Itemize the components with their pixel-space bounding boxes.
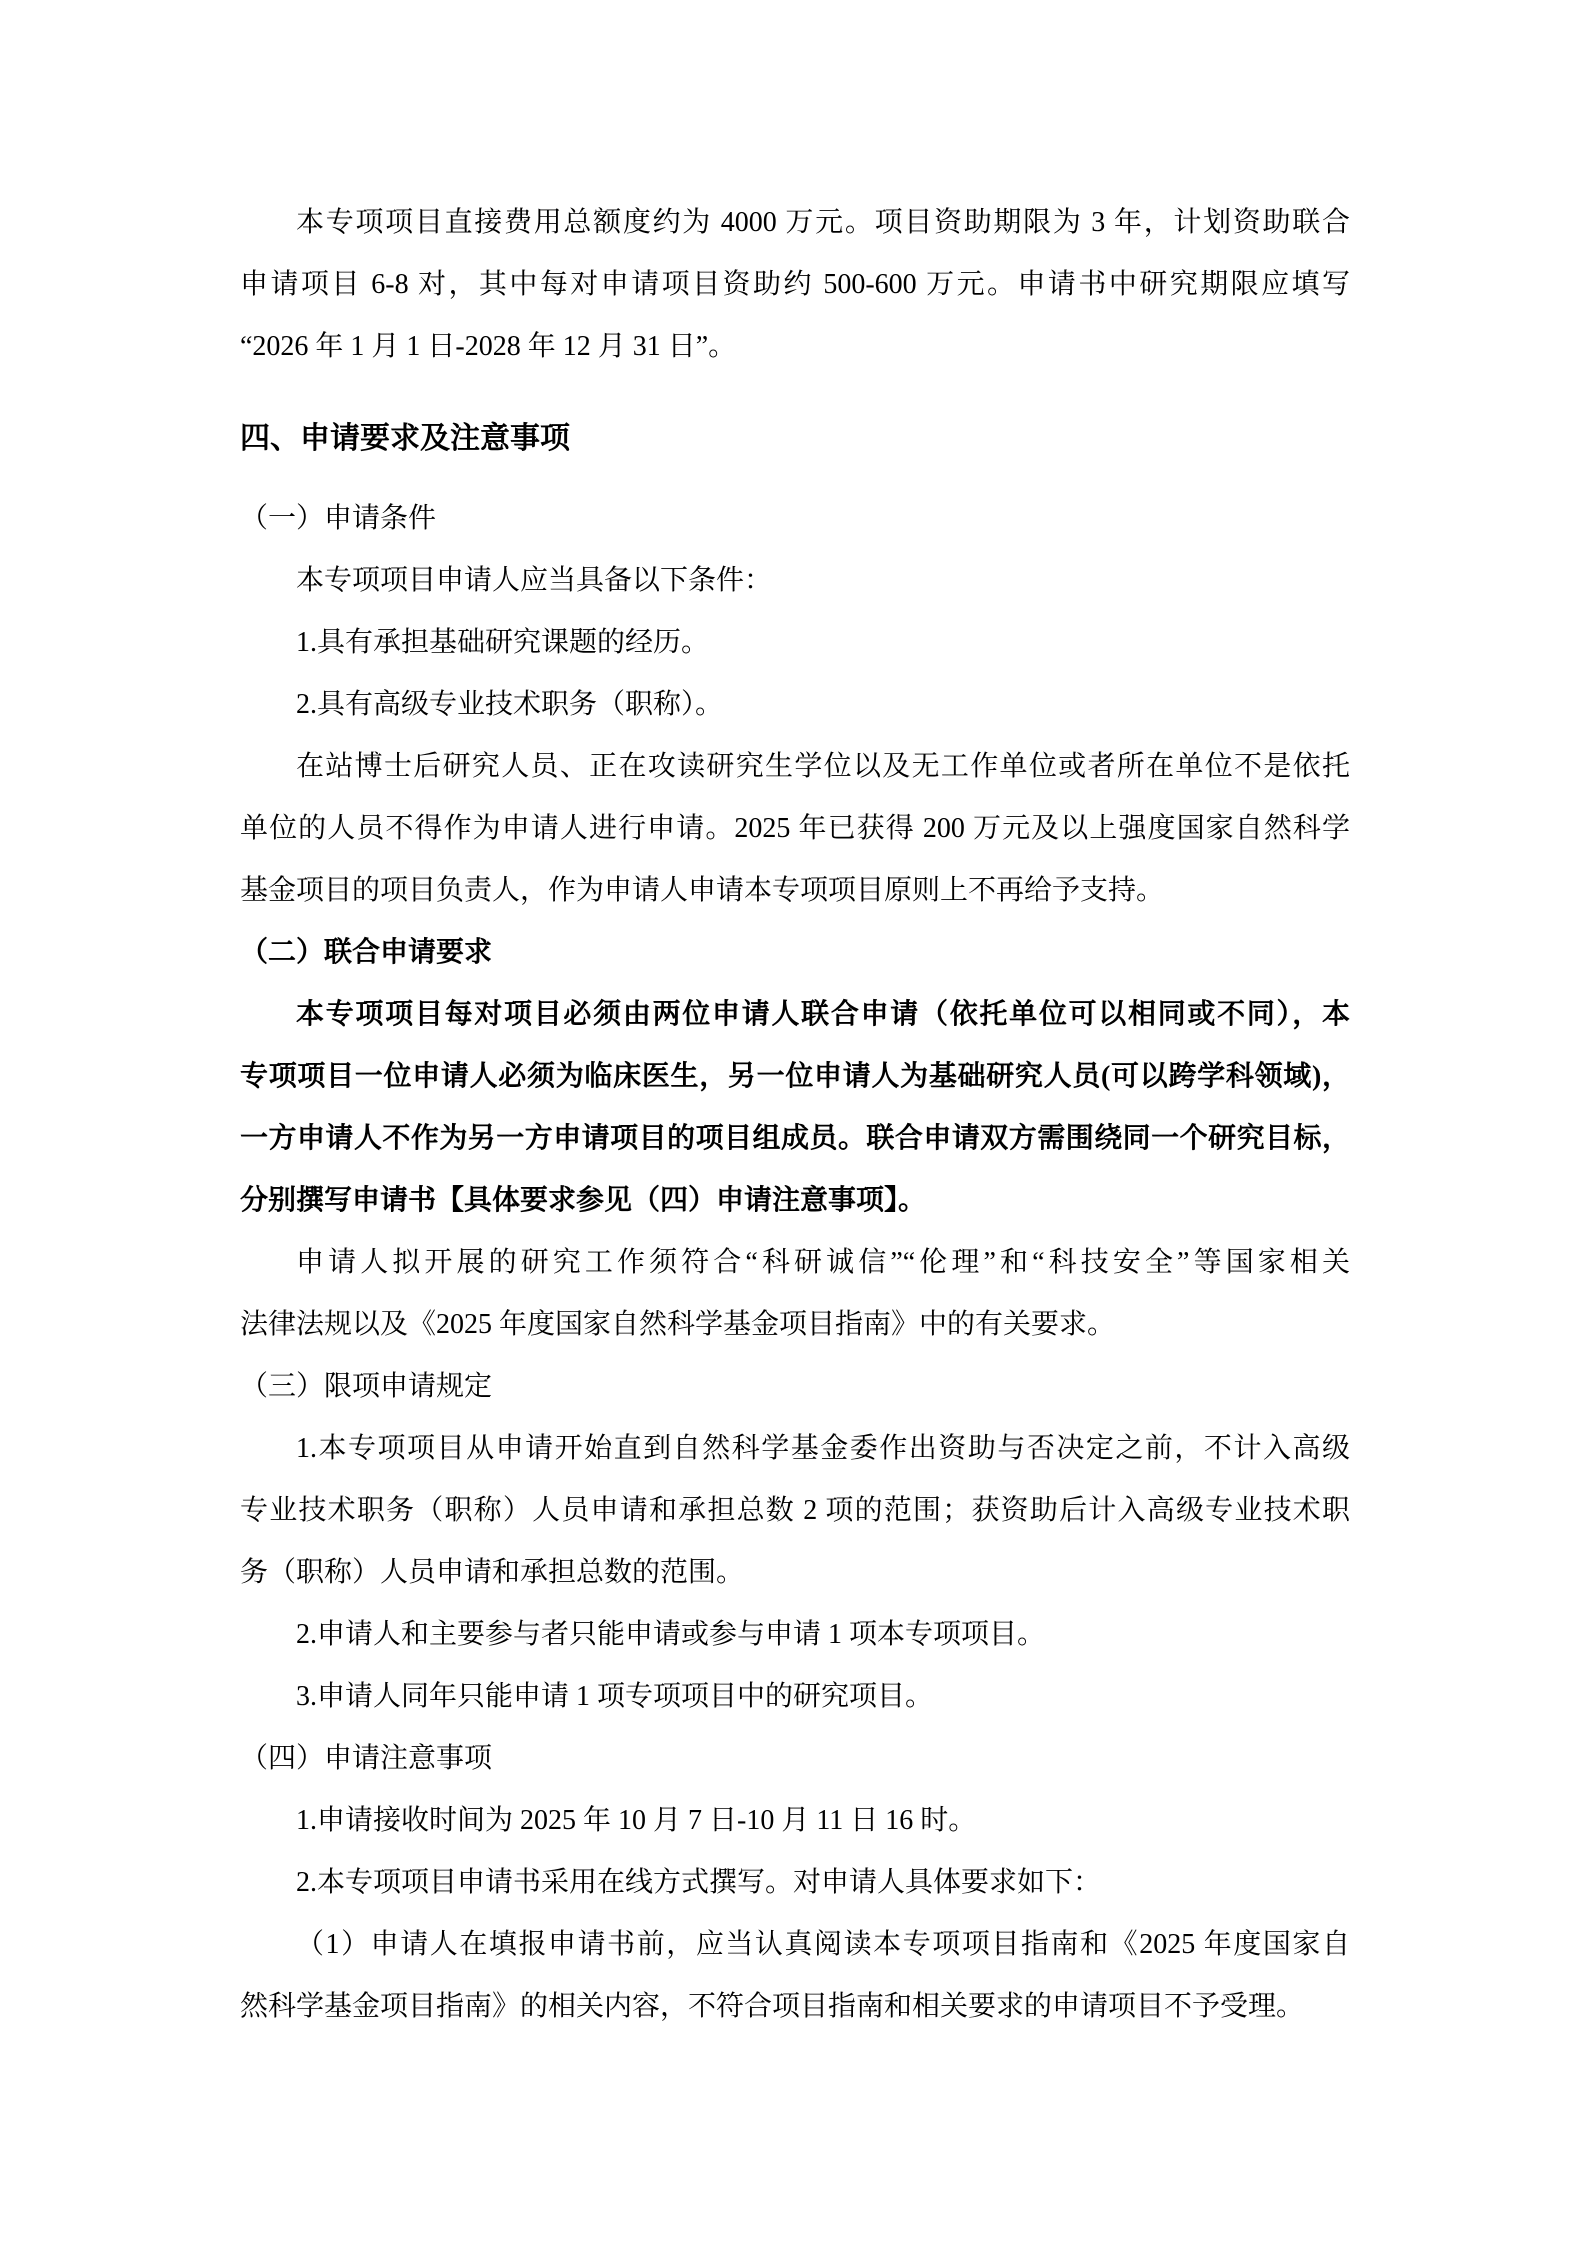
section-heading: 四、申请要求及注意事项 xyxy=(240,422,570,455)
paragraph-line: 然科学基金项目指南》的相关内容，不符合项目指南和相关要求的申请项目不予受理。 xyxy=(240,1991,1305,2022)
paragraph-line: 法律法规以及《2025 年度国家自然科学基金项目指南》中的有关要求。 xyxy=(240,1309,1116,1340)
paragraph-line: 基金项目的项目负责人，作为申请人申请本专项项目原则上不再给予支持。 xyxy=(240,875,1165,906)
paragraph-line: 2.具有高级专业技术职务（职称）。 xyxy=(296,689,724,720)
subsection-heading: （三）限项申请规定 xyxy=(240,1371,493,1402)
paragraph-line: 务（职称）人员申请和承担总数的范围。 xyxy=(240,1557,745,1588)
paragraph-line: 1.本专项项目从申请开始直到自然科学基金委作出资助与否决定之前，不计入高级 xyxy=(296,1433,1350,1464)
paragraph-line: 申请人拟开展的研究工作须符合“科研诚信”“伦理”和“科技安全”等国家相关 xyxy=(296,1247,1350,1278)
paragraph-line: 专项项目一位申请人必须为临床医生，另一位申请人为基础研究人员(可以跨学科领域)， xyxy=(240,1061,1350,1092)
paragraph-line: 专业技术职务（职称）人员申请和承担总数 2 项的范围；获资助后计入高级专业技术职 xyxy=(240,1495,1350,1526)
paragraph-line: 一方申请人不作为另一方申请项目的项目组成员。联合申请双方需围绕同一个研究目标， xyxy=(240,1123,1350,1154)
paragraph-line: 分别撰写申请书【具体要求参见（四）申请注意事项】。 xyxy=(240,1185,927,1216)
paragraph-line: 本专项项目直接费用总额度约为 4000 万元。项目资助期限为 3 年，计划资助联合 xyxy=(296,207,1350,238)
paragraph-line: （1）申请人在填报申请书前，应当认真阅读本专项项目指南和《2025 年度国家自 xyxy=(296,1929,1350,1960)
paragraph-line: 申请项目 6-8 对，其中每对申请项目资助约 500-600 万元。申请书中研究期限应填写 xyxy=(240,269,1350,300)
document-content xyxy=(240,192,1350,2038)
subsection-heading: （二）联合申请要求 xyxy=(240,937,493,968)
paragraph-line: 1.申请接收时间为 2025 年 10 月 7 日-10 月 11 日 16 时。 xyxy=(296,1805,977,1836)
paragraph-line: 1.具有承担基础研究课题的经历。 xyxy=(296,627,710,658)
paragraph-line: 本专项项目申请人应当具备以下条件： xyxy=(296,565,773,596)
paragraph-line: 本专项项目每对项目必须由两位申请人联合申请（依托单位可以相同或不同），本 xyxy=(296,999,1350,1030)
paragraph-line: “2026 年 1 月 1 日-2028 年 12 月 31 日”。 xyxy=(240,331,737,362)
subsection-heading: （一）申请条件 xyxy=(240,503,437,534)
paragraph-line: 2.本专项项目申请书采用在线方式撰写。对申请人具体要求如下： xyxy=(296,1867,1102,1898)
paragraph-line: 2.申请人和主要参与者只能申请或参与申请 1 项本专项项目。 xyxy=(296,1619,1046,1650)
paragraph-line: 单位的人员不得作为申请人进行申请。2025 年已获得 200 万元及以上强度国家自然科学 xyxy=(240,813,1350,844)
paragraph-line: 在站博士后研究人员、正在攻读研究生学位以及无工作单位或者所在单位不是依托 xyxy=(296,751,1350,782)
subsection-heading: （四）申请注意事项 xyxy=(240,1743,493,1774)
paragraph-line: 3.申请人同年只能申请 1 项专项项目中的研究项目。 xyxy=(296,1681,934,1712)
